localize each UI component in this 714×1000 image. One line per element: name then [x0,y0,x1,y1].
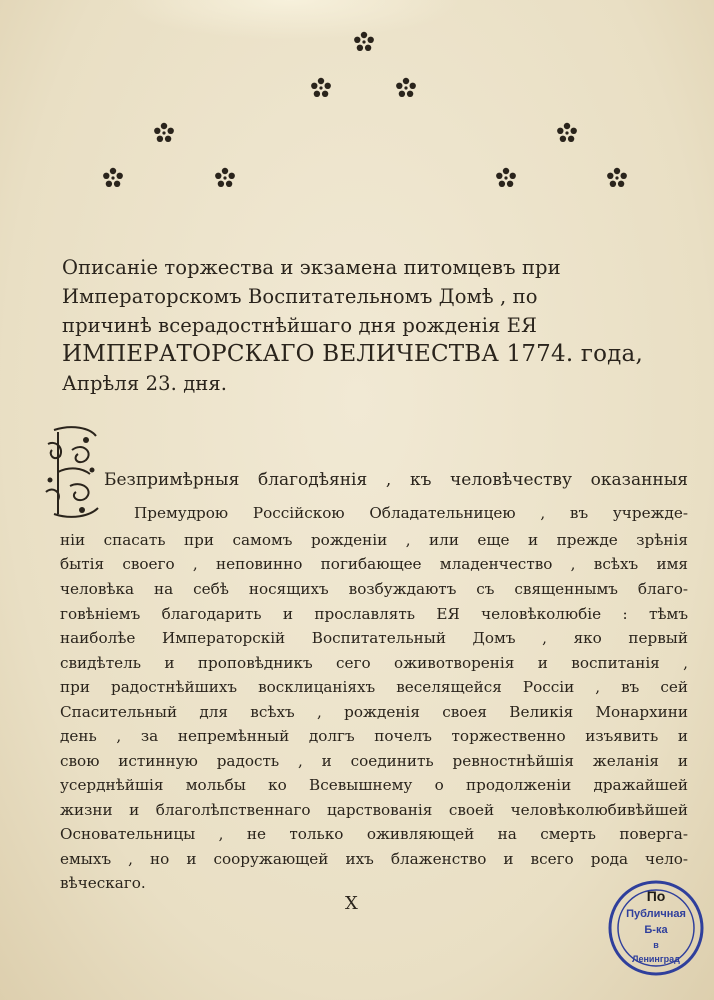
body-text-line: бытiя своего , неповинно погибающее младенчество , всѣхъ имя [60,555,688,573]
body-text-line: человѣка на себѣ носящихъ возбуждаютъ съ священнымъ благо- [60,580,688,598]
body-text-line: Безпримѣрныя благодѣянiя , къ человѣчеству оказанныя [104,470,688,490]
stamp-line: Публичная [626,908,686,920]
heading-line: ИМПЕРАТОРСКАГО ВЕЛИЧЕСТВА 1774. года, [62,341,643,367]
body-text-line: нiи спасать при самомъ рожденiи , или еще и прежде зрѣнiя [60,531,688,549]
rosette-icon [152,121,176,145]
body-text-line: день , за непремѣнный долгъ почелъ торжественно изъявить и [60,727,688,745]
body-text-line: при радостнѣйшихъ восклицанiяхъ веселящейся Россiи , въ сей [60,678,688,696]
signature-mark: X [345,893,358,914]
body-text-line: Основательницы , не только оживляющей на смерть поверга- [60,825,688,843]
heading-line: Императорскомъ Воспитательномъ Домѣ , по [62,285,538,308]
body-text-line: наиболѣе Императорскiй Воспитательный Домъ , яко первый [60,629,688,647]
stamp-line: Ленинград [632,954,680,964]
stamp-line: Б-ка [644,924,668,936]
rosette-icon [494,166,518,190]
stamp-line: в [653,940,659,950]
rosette-icon [309,76,333,100]
body-text-line: говѣнiемъ благодарить и прославлять ЕЯ человѣколюбiе : тѣмъ [60,605,688,623]
rosette-icon [213,166,237,190]
heading-line: Описанiе торжества и экзамена питомцевъ при [62,256,561,279]
heading-line: Апрѣля 23. дня. [62,372,228,395]
body-text-line: Спасительный для всѣхъ , рожденiя своея Великiя Монархини [60,703,688,721]
rosette-icon [394,76,418,100]
body-text-line: емыхъ , но и сооружающей ихъ блаженство и всего рода чело- [60,850,688,868]
rosette-icon [605,166,629,190]
body-text-line: свидѣтель и проповѣдникъ сего оживотворенiя и воспитанiя , [60,654,688,672]
body-text-line: усерднѣйшiя мольбы ко Всевышнему о продолженiи дражайшей [60,776,688,794]
body-text-line: вѣческаго. [60,874,146,892]
heading-line: причинѣ всерадостнѣйшаго дня рожденiя ЕЯ [62,314,537,337]
rosette-icon [101,166,125,190]
body-text-line: Премудрою Россiйскою Обладательницею , въ учрежде- [134,504,688,522]
rosette-icon [555,121,579,145]
body-text-line: свою истинную радость , и соединить ревностнѣйшiя желанiя и [60,752,688,770]
stamp-line: По [646,888,666,904]
document-heading [62,253,688,398]
library-stamp [606,878,706,978]
body-text-line: жизни и благолѣпственнаго царствованiя своей человѣколюбивѣйшей [60,801,688,819]
decorated-initial-icon [42,422,102,522]
rosette-icon [352,30,376,54]
